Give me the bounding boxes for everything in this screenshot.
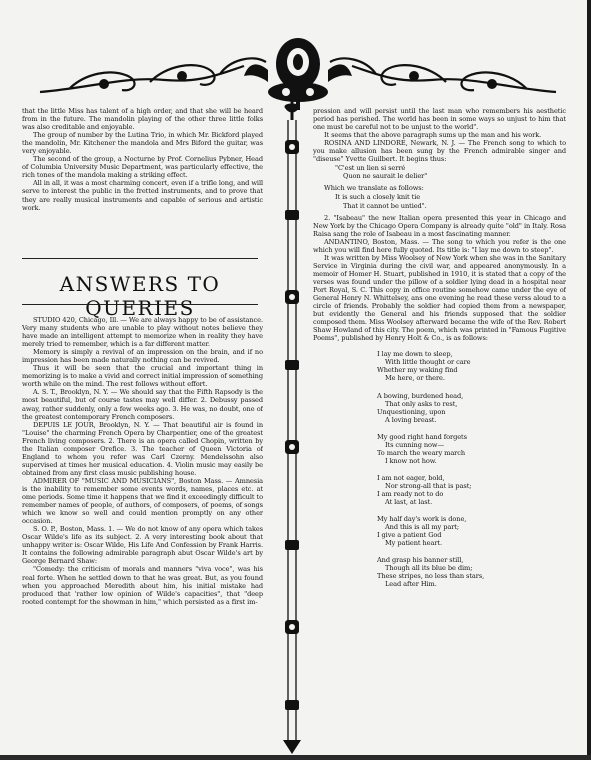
poem-line: Unquestioning, upon <box>377 407 446 416</box>
paragraph: All in all, it was a most charming concert, even if a trifle long, and will serve to interest the public in the fretted instruments, and to prove that they are really musical instruments and capable of serious and artistic work. <box>22 179 263 212</box>
section-rule-bottom <box>22 304 258 305</box>
french-verse <box>335 164 566 180</box>
poem-line: Nor strong-all that is past; <box>385 481 472 490</box>
answer-paragraph: ADMIRER OF "MUSIC AND MUSICIANS", Boston Mass. — Amnesia is the inability to remember some events words, names, places etc. at ome periods. Some time it happens that we find it exceedingly difficult to remember names of people, of authors, of composers, of poems, of songs which we know so well and could mention promptly on any other occasion. <box>22 476 263 526</box>
right-column <box>313 107 566 752</box>
poem-line: These stripes, no less than stars, <box>377 572 485 581</box>
poem-line: A bowing, burdened head, <box>377 391 464 400</box>
poem-line: A loving breast. <box>385 415 437 424</box>
english-verse <box>335 193 566 209</box>
left-column-answers <box>22 316 263 752</box>
poem-line: And grasp his banner still, <box>377 556 464 565</box>
answer-paragraph: S. O. P., Boston, Mass. 1. — We do not know of any opera which takes Oscar Wilde's life as its subject. 2. A very interesting book about that unhappy writer is: Oscar Wilde, His Life And Confession by Frank Harris. It contains the following admirable paragraph abut Oscar Wilde's art by George Bernard Shaw: <box>22 525 263 566</box>
answer-paragraph: "Comedy: the criticism of morals and manners "viva voce", was his real forte. When he settled down to that he was great. But, as you found when you approached Meredith about him, his initial mistake had produced that 'rather low opinion of Wilde's capacities", that "deep rooted contempt for the showman in him," which persisted as a first im- <box>22 565 263 606</box>
poem-line: To march the weary march <box>377 448 466 457</box>
poem-stanza <box>377 433 566 465</box>
verse-line: Quon ne saurait le delier" <box>343 172 428 181</box>
poem-line: I am ready not to do <box>377 489 444 498</box>
poem-line: My half day's work is done, <box>377 515 467 524</box>
answer-paragraph: Thus it will be seen that the crucial and important thing in memorizing is to make a vivid and correct initial impression of something worth while on the mind. The rest follows without effort. <box>22 364 263 389</box>
poem-stanza <box>377 350 566 382</box>
verse-line: It is such a closely knit tie <box>335 193 421 202</box>
poem-line: Though all its blue be dim; <box>385 564 473 573</box>
scan-edge <box>587 0 591 760</box>
poem-line: My patient heart. <box>385 539 442 548</box>
paragraph: ANDANTINO, Boston, Mass. — The song to which you refer is the one which you will find here fully quoted. Its title is: "I lay me down to steep". <box>313 237 566 254</box>
poem-line: And this is all my part; <box>385 523 459 532</box>
poem-line: I know not how. <box>385 456 437 465</box>
left-column-top <box>22 107 263 242</box>
paragraph: pression and will persist until the last man who remembers his aesthetic period has perished. The world has been in some ways so unjust to him that one must be careful not to be unjust to the world". <box>313 107 566 132</box>
paragraph: The group of number by the Lutina Trio, in which Mr. Bickford played the mandolin, Mr. Kitchener the mandola and Mrs Biford the guitar, was very enjoyable. <box>22 131 263 156</box>
poem <box>377 350 566 588</box>
poem-line: Whether my waking find <box>377 366 458 375</box>
column-divider-ornament-icon <box>279 100 305 755</box>
poem-line: Me here, or there. <box>385 374 445 383</box>
answer-paragraph: A. S. T., Brooklyn, N. Y. — We should say that the Fifth Rapsody is the most beautiful, but of course tastes may well differ. 2. Debussy passed away, rather suddenly, only a few weeks ago. 3. He was, no doubt, one of the greatest contemporary French composers. <box>22 388 263 421</box>
scan-bottom-edge <box>0 755 591 760</box>
poem-stanza <box>377 392 566 424</box>
paragraph: The second of the group, a Nocturne by Prof. Cornelius Pybner, Head of Columbia University Music Department, was particularly effective, the rich tones of the mandola making a striking effect. <box>22 155 263 180</box>
poem-line: Lead after Him. <box>385 580 437 589</box>
poem-line: Its cunning now— <box>385 440 445 449</box>
verse-line: "C'est un lien si serré <box>335 164 406 173</box>
answer-paragraph: STUDIO 420, Chicago, Ill. — We are always happy to be of assistance. Very many students who are unable to play without notes believe they have made an intelligent attempt to memorize when in reality they have merely tried to remember, which is a far different matter. <box>22 316 263 349</box>
paragraph: that the little Miss has talent of a high order, and that she will be heard from in the future. The mandolin playing of the other three little folks was also creditable and enjoyable. <box>22 107 263 132</box>
paragraph: 2. "Isabeau" the new Italian opera presented this year in Chicago and New York by the Chicago Opera Company is already quite "old" in Italy. Rosa Raisa sang the role of Isabeau in a most fascinating manner. <box>313 213 566 238</box>
section-heading: ANSWERS TO QUERIES <box>59 272 221 320</box>
poem-line: That only asks to rest, <box>385 399 458 408</box>
poem-line: With little thought or care <box>385 358 471 367</box>
poem-stanza <box>377 515 566 547</box>
section-rule-top <box>22 258 258 259</box>
answer-paragraph: DEPUIS LE JOUR, Brooklyn, N. Y. — That beautiful air is found in "Louise" the charming French Opera by Charpentier, one of the greatest French living composers. 2. There is an opera called Chopin, written by the Italian composer Orefice. 3. The teacher of Queen Victoria of England to whom you refer was Carl Czerny. Mendelssohn also supervised at times her musical education. 4. Violin music may easily be obtained from any first class music publishing house. <box>22 420 263 477</box>
poem-line: At last, at last. <box>385 498 433 507</box>
poem-line: I am not eager, bold, <box>377 473 445 482</box>
poem-stanza <box>377 556 566 588</box>
paragraph: It seems that the above paragraph sums up the man and his work. <box>324 131 542 140</box>
poem-stanza <box>377 474 566 506</box>
paragraph: It was written by Miss Woolsey of New York when she was in the Sanitary Service in Virginia during the civil war, and appeared anonymously. In a memoir of Homer H. Stuart, published in 1910, it is stated that a copy of the verses was found under the pillow of a soldier lying dead in a hospital near Port Royal, S. C. This copy in office routine somehow came under the eye of General Henry N. Whittelsey, ans one evening he read these verss aloud to a circle of friends. Probably the soldier had copied them from a newspaper, but evidently the General and his friends supposed that the soldier composed them. Miss Woolsey afterward became the wife of the Rev. Robert Shaw Howland of this city. The poem, which was printed in "Famous Fugitive Poems", published by Henry Holt & Co., is as follows: <box>313 253 566 343</box>
poem-line: I lay me down to sleep, <box>377 350 453 359</box>
poem-line: My good right hand forgets <box>377 432 467 441</box>
paragraph: Which we translate as follows: <box>324 184 424 193</box>
paragraph: ROSINA AND LINDORE, Newark, N. J. — The French song to which to you make allusion has been sung by the French admirable singer and "diseuse" Yvette Guilbert. It begins thus: <box>313 139 566 164</box>
poem-line: I give a patient God <box>377 531 442 540</box>
verse-line: That it cannot be untied". <box>343 201 427 210</box>
header-ornament-icon <box>30 30 566 110</box>
answer-paragraph: Memory is simply a revival of an impression on the brain, and if no impression has been made naturally nothing can be revived. <box>22 348 263 365</box>
